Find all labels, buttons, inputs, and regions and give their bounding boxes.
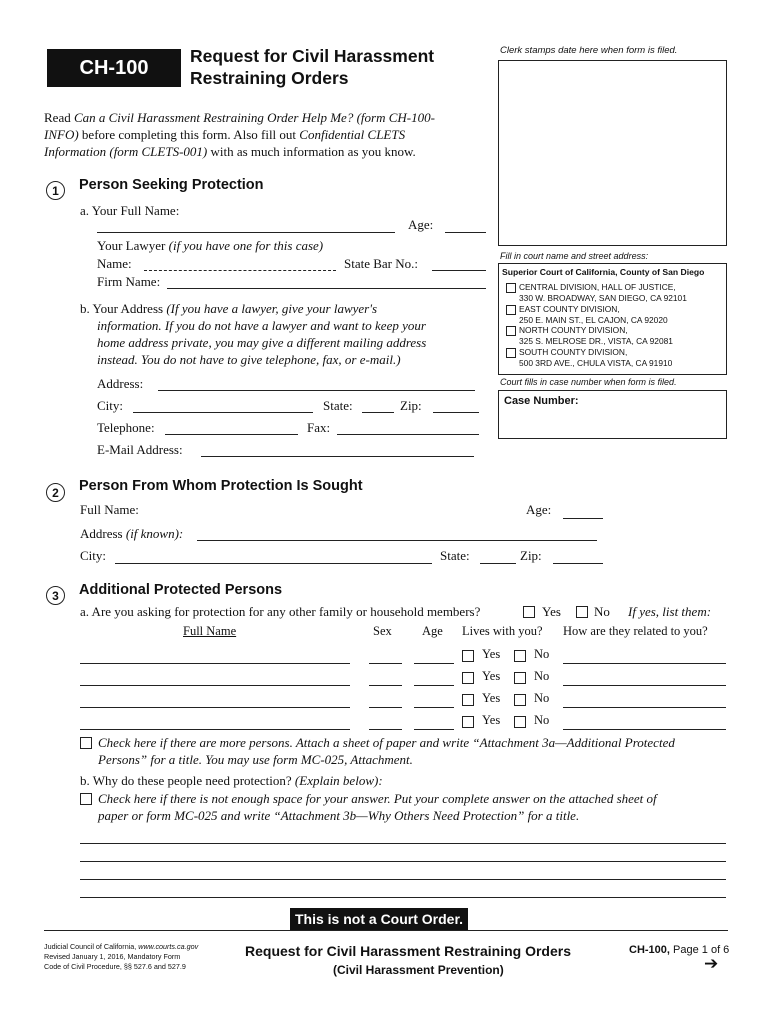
other-members-yes-label: Yes <box>542 604 561 619</box>
restrained-address-field[interactable] <box>197 540 597 541</box>
east-county-division-option: EAST COUNTY DIVISION, 250 E. MAIN ST., EL CAJON, CA 92020 <box>519 304 668 325</box>
lives-with-no-checkbox[interactable] <box>514 694 526 706</box>
lives-with-yes-checkbox[interactable] <box>462 716 474 728</box>
lives-with-yes-label: Yes <box>482 713 501 727</box>
zip-field[interactable] <box>433 412 479 413</box>
person-full-name-field[interactable] <box>80 663 350 664</box>
explanation-line-2[interactable] <box>80 861 726 862</box>
lawyer-name-field[interactable] <box>144 270 336 271</box>
your-full-name-field[interactable] <box>97 232 395 233</box>
restrained-state-field[interactable] <box>480 563 516 564</box>
person-full-name-field[interactable] <box>80 729 350 730</box>
person-relation-field[interactable] <box>563 663 726 664</box>
south-county-division-checkbox[interactable] <box>506 348 516 358</box>
your-address-instructions: b. Your Address (If you have a lawyer, give your lawyer's information. If you do not have a lawyer and want to keep your home address private, you may give a different mailing address instead. You do not have to give telephone, fax, or e-mail.) <box>80 301 427 367</box>
if-yes-list-note: If yes, list them: <box>628 604 712 619</box>
fax-label: Fax: <box>307 420 331 435</box>
lives-with-yes-label: Yes <box>482 669 501 683</box>
col-full-name: Full Name <box>183 624 237 638</box>
person-full-name-field[interactable] <box>80 707 350 708</box>
person-sex-field[interactable] <box>369 707 402 708</box>
more-persons-text: Check here if there are more persons. Attach a sheet of paper and write “Attachment 3a—Additional Protected Persons” for a title. You may use form MC-025, Attachment. <box>98 735 675 767</box>
person-relation-field[interactable] <box>563 729 726 730</box>
form-id-badge: CH-100 <box>47 49 181 87</box>
col-sex: Sex <box>373 624 392 638</box>
restrained-age-field[interactable] <box>563 518 603 519</box>
city-field[interactable] <box>133 412 313 413</box>
col-age: Age <box>422 624 443 638</box>
telephone-label: Telephone: <box>97 420 155 435</box>
zip-label: Zip: <box>400 398 422 413</box>
why-protection-question: b. Why do these people need protection? (Explain below): <box>80 773 383 788</box>
south-county-division-option: SOUTH COUNTY DIVISION, 500 3RD AVE., CHULA VISTA, CA 91910 <box>519 347 673 368</box>
col-how-related: How are they related to you? <box>563 624 708 638</box>
form-title-line1: Request for Civil Harassment <box>190 46 435 66</box>
state-bar-label: State Bar No.: <box>344 256 419 271</box>
col-lives-with-you: Lives with you? <box>462 624 543 638</box>
section-1-title: Person Seeking Protection <box>79 177 264 193</box>
email-field[interactable] <box>201 456 474 457</box>
person-age-field[interactable] <box>414 685 454 686</box>
lives-with-yes-checkbox[interactable] <box>462 694 474 706</box>
other-members-question: a. Are you asking for protection for any other family or household members? <box>80 604 481 619</box>
footer-page-number: CH-100, Page 1 of 6 <box>629 944 730 956</box>
firm-name-label: Firm Name: <box>97 274 161 289</box>
lives-with-yes-checkbox[interactable] <box>462 650 474 662</box>
lives-with-no-checkbox[interactable] <box>514 716 526 728</box>
section-3-number: 3 <box>46 586 65 605</box>
lives-with-no-checkbox[interactable] <box>514 672 526 684</box>
section-2-number: 2 <box>46 483 65 502</box>
restrained-zip-label: Zip: <box>520 548 542 563</box>
address-field[interactable] <box>158 390 475 391</box>
lives-with-no-label: No <box>534 647 550 661</box>
address-label: Address: <box>97 376 144 391</box>
footer-form-title: Request for Civil Harassment Restraining Orders <box>245 943 571 959</box>
telephone-field[interactable] <box>165 434 298 435</box>
person-age-field[interactable] <box>414 663 454 664</box>
person-sex-field[interactable] <box>369 685 402 686</box>
more-persons-checkbox[interactable] <box>80 737 92 749</box>
firm-name-field[interactable] <box>167 288 486 289</box>
lives-with-no-label: No <box>534 713 550 727</box>
email-label: E-Mail Address: <box>97 442 183 457</box>
explanation-line-1[interactable] <box>80 843 726 844</box>
lives-with-no-label: No <box>534 669 550 683</box>
lives-with-no-checkbox[interactable] <box>514 650 526 662</box>
lives-with-no-label: No <box>534 691 550 705</box>
restrained-city-field[interactable] <box>115 563 432 564</box>
footer-rule <box>44 930 728 931</box>
not-a-court-order-banner: This is not a Court Order. <box>290 908 468 930</box>
fax-field[interactable] <box>337 434 479 435</box>
restrained-full-name-field[interactable] <box>80 519 510 520</box>
central-division-checkbox[interactable] <box>506 283 516 293</box>
clerk-stamp-box <box>498 60 727 246</box>
section-2-title: Person From Whom Protection Is Sought <box>79 478 363 494</box>
city-label: City: <box>97 398 124 413</box>
state-bar-field[interactable] <box>432 270 486 271</box>
explanation-line-3[interactable] <box>80 879 726 880</box>
east-county-division-checkbox[interactable] <box>506 305 516 315</box>
court-name-header: Superior Court of California, County of San Diego <box>502 267 705 277</box>
state-label: State: <box>323 398 353 413</box>
footer-form-subtitle: (Civil Harassment Prevention) <box>333 963 504 977</box>
person-age-field[interactable] <box>414 729 454 730</box>
explanation-line-4[interactable] <box>80 897 726 898</box>
other-members-yes-checkbox[interactable] <box>523 606 535 618</box>
other-members-no-checkbox[interactable] <box>576 606 588 618</box>
restrained-full-name-label: Full Name: <box>80 502 139 517</box>
case-number-label: Case Number: <box>504 395 579 407</box>
person-relation-field[interactable] <box>563 685 726 686</box>
restrained-address-label: Address (if known): <box>80 526 184 541</box>
person-full-name-field[interactable] <box>80 685 350 686</box>
person-sex-field[interactable] <box>369 729 402 730</box>
your-age-label: Age: <box>408 217 434 232</box>
other-members-no-label: No <box>594 604 610 619</box>
restrained-zip-field[interactable] <box>553 563 603 564</box>
case-number-note: Court fills in case number when form is filed. <box>500 377 677 387</box>
section-1-number: 1 <box>46 181 65 200</box>
not-enough-space-checkbox[interactable] <box>80 793 92 805</box>
your-age-field[interactable] <box>445 232 486 233</box>
central-division-option: CENTRAL DIVISION, HALL OF JUSTICE, 330 W. BROADWAY, SAN DIEGO, CA 92101 <box>519 282 687 303</box>
clerk-stamp-note: Clerk stamps date here when form is filed. <box>500 45 678 56</box>
person-age-field[interactable] <box>414 707 454 708</box>
north-county-division-checkbox[interactable] <box>506 326 516 336</box>
form-title-line2: Restraining Orders <box>190 68 349 88</box>
lives-with-yes-label: Yes <box>482 691 501 705</box>
restrained-state-label: State: <box>440 548 470 563</box>
your-lawyer-label: Your Lawyer (if you have one for this case) <box>97 238 324 253</box>
person-relation-field[interactable] <box>563 707 726 708</box>
intro-text: Read Can a Civil Harassment Restraining Order Help Me? (form CH-100- INFO) before completing this form. Also fill out Confidential CLETS Information (form CLETS-001) with as much information as you know. <box>44 110 435 159</box>
not-enough-space-text: Check here if there is not enough space for your answer. Put your complete answer on the attached sheet of paper or form MC-025 and write “Attachment 3b—Why Others Need Protection” for a title. <box>98 791 657 823</box>
state-field[interactable] <box>362 412 394 413</box>
your-full-name-label: a. Your Full Name: <box>80 203 180 218</box>
restrained-city-label: City: <box>80 548 107 563</box>
north-county-division-option: NORTH COUNTY DIVISION, 325 S. MELROSE DR., VISTA, CA 92081 <box>519 325 673 346</box>
lawyer-name-label: Name: <box>97 256 132 271</box>
lives-with-yes-label: Yes <box>482 647 501 661</box>
restrained-age-label: Age: <box>526 502 552 517</box>
court-fill-note: Fill in court name and street address: <box>500 251 649 261</box>
person-sex-field[interactable] <box>369 663 402 664</box>
section-3-title: Additional Protected Persons <box>79 582 283 598</box>
next-page-arrow-icon: ➔ <box>704 954 719 974</box>
footer-publisher-info: Judicial Council of California, www.courts.ca.gov Revised January 1, 2016, Mandatory Form Code of Civil Procedure, §§ 527.6 and 527.9 <box>44 942 199 971</box>
lives-with-yes-checkbox[interactable] <box>462 672 474 684</box>
